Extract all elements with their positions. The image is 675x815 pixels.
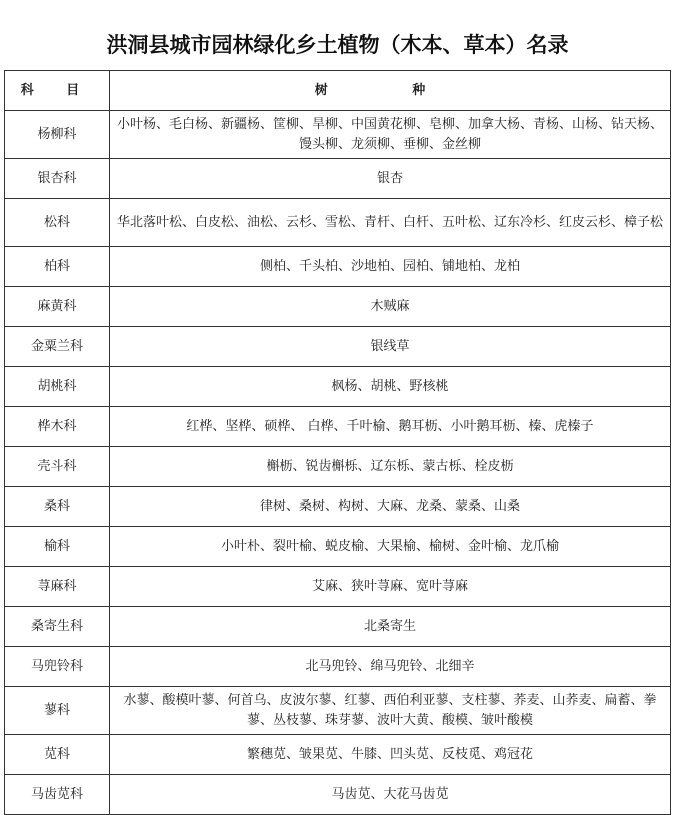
- species-cell: 小叶朴、裂叶榆、蜕皮榆、大果榆、榆树、金叶榆、龙爪榆: [110, 527, 671, 567]
- table-row: [5, 527, 671, 567]
- table-row: [5, 367, 671, 407]
- table-row: [5, 567, 671, 607]
- header-species: 树 种: [110, 71, 671, 111]
- family-cell: 胡桃科: [5, 367, 110, 407]
- family-cell: 马齿苋科: [5, 775, 110, 815]
- table-row: [5, 199, 671, 247]
- species-cell: 北马兜铃、绵马兜铃、北细辛: [110, 647, 671, 687]
- family-cell: 银杏科: [5, 159, 110, 199]
- species-cell: 木贼麻: [110, 287, 671, 327]
- species-cell: 水蓼、酸模叶蓼、何首乌、皮波尔蓼、红蓼、西伯利亚蓼、支柱蓼、荞麦、山荞麦、扁蓄、拳蓼、丛枝蓼、珠芽蓼、波叶大黄、酸模、皱叶酸模: [110, 687, 671, 735]
- table-row: [5, 327, 671, 367]
- table-row: [5, 159, 671, 199]
- table-row: [5, 735, 671, 775]
- species-cell: 艾麻、狭叶荨麻、宽叶荨麻: [110, 567, 671, 607]
- family-cell: 金粟兰科: [5, 327, 110, 367]
- table-row: [5, 111, 671, 159]
- family-cell: 荨麻科: [5, 567, 110, 607]
- family-cell: 蓼科: [5, 687, 110, 735]
- table-row: [5, 687, 671, 735]
- species-cell: 小叶杨、毛白杨、新疆杨、筐柳、旱柳、中国黄花柳、皂柳、加拿大杨、青杨、山杨、钻天杨、馒头柳、龙须柳、垂柳、金丝柳: [110, 111, 671, 159]
- family-cell: 马兜铃科: [5, 647, 110, 687]
- family-cell: 柏科: [5, 247, 110, 287]
- family-cell: 榆科: [5, 527, 110, 567]
- header-family: 科 目: [5, 71, 110, 111]
- species-cell: 繁穗苋、皱果苋、牛膝、凹头苋、反枝觅、鸡冠花: [110, 735, 671, 775]
- family-cell: 苋科: [5, 735, 110, 775]
- species-cell: 银线草: [110, 327, 671, 367]
- family-cell: 麻黄科: [5, 287, 110, 327]
- family-cell: 桑寄生科: [5, 607, 110, 647]
- family-cell: 松科: [5, 199, 110, 247]
- table-row: [5, 287, 671, 327]
- table-row: [5, 447, 671, 487]
- page-title: 洪洞县城市园林绿化乡土植物（木本、草本）名录: [106, 33, 569, 57]
- species-cell: 枫杨、胡桃、野核桃: [110, 367, 671, 407]
- species-cell: 银杏: [110, 159, 671, 199]
- table-header-row: [5, 71, 671, 111]
- species-cell: 红桦、坚桦、硕桦、 白桦、千叶榆、鹅耳枥、小叶鹅耳枥、榛、虎榛子: [110, 407, 671, 447]
- family-cell: 杨柳科: [5, 111, 110, 159]
- table-row: [5, 647, 671, 687]
- family-cell: 壳斗科: [5, 447, 110, 487]
- plant-list-table: [4, 70, 671, 815]
- species-cell: 律树、桑树、构树、大麻、龙桑、蒙桑、山桑: [110, 487, 671, 527]
- species-cell: 槲枥、锐齿槲栎、辽东栎、蒙古栎、栓皮枥: [110, 447, 671, 487]
- table-row: [5, 607, 671, 647]
- species-cell: 侧柏、千头柏、沙地柏、园柏、铺地柏、龙柏: [110, 247, 671, 287]
- species-cell: 马齿苋、大花马齿苋: [110, 775, 671, 815]
- table-row: [5, 407, 671, 447]
- family-cell: 桦木科: [5, 407, 110, 447]
- table-row: [5, 487, 671, 527]
- species-cell: 北桑寄生: [110, 607, 671, 647]
- species-cell: 华北落叶松、白皮松、油松、云杉、雪松、青杆、白杆、五叶松、辽东冷杉、红皮云杉、樟子松: [110, 199, 671, 247]
- table-row: [5, 247, 671, 287]
- family-cell: 桑科: [5, 487, 110, 527]
- table-row: [5, 775, 671, 815]
